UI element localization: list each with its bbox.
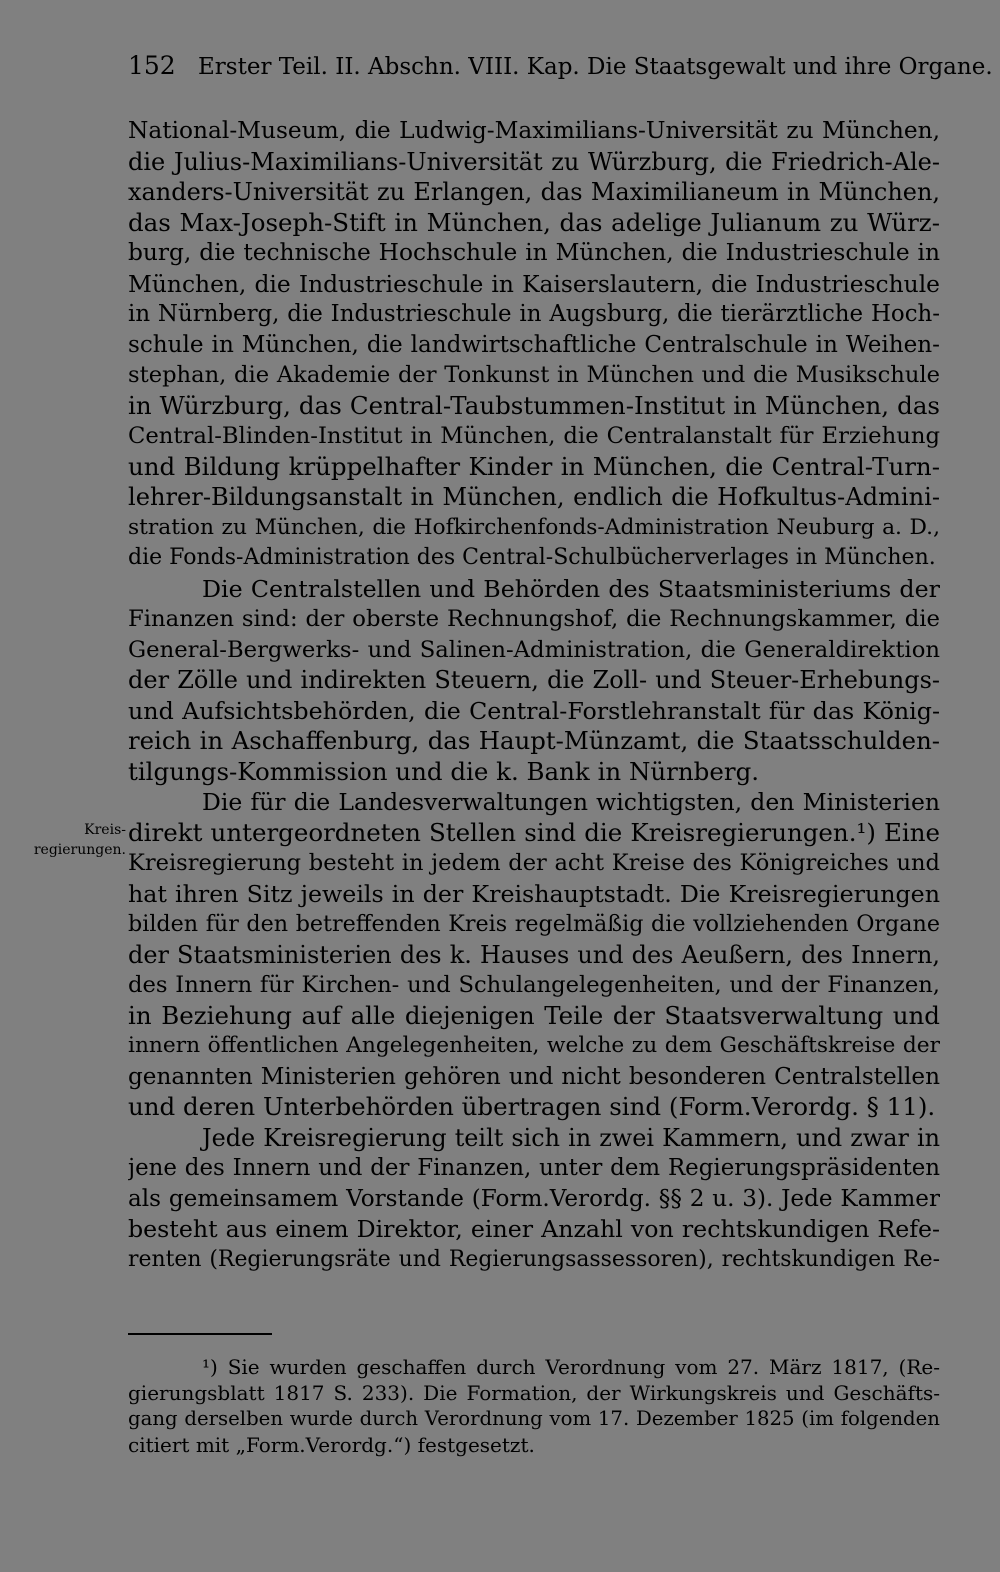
text-line: jene des Innern und der Finanzen, unter dem Regierungspräsidenten — [128, 1155, 940, 1181]
page-number: 152 — [128, 51, 176, 80]
text-line: der Staatsministerien des k. Hauses und des Aeußern, des Innern, — [128, 940, 940, 969]
footnote-line: citiert mit „Form.Verordg.“) festgesetzt. — [128, 1433, 535, 1457]
margin-note — [14, 820, 126, 860]
text-line: schule in München, die landwirtschaftliche Centralschule in Weihen- — [128, 331, 940, 358]
text-line: in Würzburg, das Central-Taubstummen-Institut in München, das — [128, 390, 940, 420]
text-line: burg, die technische Hochschule in München, die Industrieschule in — [128, 239, 940, 266]
text-line: und deren Unterbehörden übertragen sind (Form.Verordg. § 11). — [128, 1092, 936, 1121]
paragraph-3 — [128, 787, 940, 1123]
text-line: in Beziehung auf alle diejenigen Teile der Staatsverwaltung und — [128, 1000, 940, 1030]
text-line: stration zu München, die Hofkirchenfonds-Administration Neuburg a. D., — [128, 514, 940, 540]
body-text — [128, 116, 940, 1275]
text-line: hat ihren Sitz jeweils in der Kreishauptstadt. Die Kreisregierungen — [128, 879, 940, 908]
footnote-line: gang derselben wurde durch Verordnung vom 17. Dezember 1825 (im folgenden — [128, 1407, 940, 1430]
footnote-line: gierungsblatt 1817 S. 233). Die Formation, der Wirkungskreis und Geschäfts- — [128, 1381, 940, 1405]
margin-note-line: regierungen. — [33, 842, 126, 858]
text-line: Die für die Landesverwaltungen wichtigsten, den Ministerien — [202, 788, 940, 816]
text-line: stephan, die Akademie der Tonkunst in München und die Musikschule — [128, 362, 940, 388]
text-line: die Julius-Maximilians-Universität zu Würzburg, die Friedrich-Ale- — [128, 147, 940, 176]
text-line: reich in Aschaffenburg, das Haupt-Münzamt, die Staatsschulden- — [128, 726, 940, 755]
text-line: xanders-Universität zu Erlangen, das Maximilianeum in München, — [128, 178, 940, 206]
text-line: Finanzen sind: der oberste Rechnungshof, die Rechnungskammer, die — [128, 606, 940, 632]
text-line: die Fonds-Administration des Central-Schulbücherverlages in München. — [128, 545, 936, 570]
text-line: genannten Ministerien gehören und nicht besonderen Centralstellen — [128, 1063, 940, 1090]
text-line: renten (Regierungsräte und Regierungsassessoren), rechtskundigen Re- — [128, 1246, 940, 1272]
paragraph-1 — [128, 116, 940, 574]
footnote — [128, 1354, 940, 1458]
text-line: Central-Blinden-Institut in München, die Centralanstalt für Erziehung — [128, 423, 940, 449]
text-line: in Nürnberg, die Industrieschule in Augsburg, die tierärztliche Hoch- — [128, 301, 940, 327]
running-title: Erster Teil. II. Abschn. VIII. Kap. Die Staatsgewalt und ihre Organe. — [198, 54, 993, 80]
running-head — [128, 48, 993, 85]
footnote-line: ¹) Sie wurden geschaffen durch Verordnung vom 27. März 1817, (Re- — [202, 1355, 940, 1379]
text-line: bilden für den betreffenden Kreis regelmäßig die vollziehenden Organe — [128, 911, 940, 937]
text-line: tilgungs-Kommission und die k. Bank in Nürnberg. — [128, 756, 760, 786]
paragraph-2 — [128, 574, 940, 788]
text-line: Jede Kreisregierung teilt sich in zwei Kammern, und zwar in — [202, 1123, 940, 1152]
text-line: und Bildung krüppelhafter Kinder in München, die Central-Turn- — [128, 451, 940, 481]
text-line: München, die Industrieschule in Kaiserslautern, die Industrieschule — [128, 269, 940, 298]
text-line: und Aufsichtsbehörden, die Central-Forstlehranstalt für das König- — [128, 696, 940, 725]
footnote-rule — [128, 1333, 272, 1335]
text-line: Die Centralstellen und Behörden des Staatsministeriums der — [202, 574, 940, 603]
text-line: besteht aus einem Direktor, einer Anzahl von rechtskundigen Refe- — [128, 1215, 940, 1243]
margin-note-line: Kreis- — [84, 822, 126, 838]
paragraph-4 — [128, 1123, 940, 1276]
text-line: der Zölle und indirekten Steuern, die Zoll- und Steuer-Erhebungs- — [128, 666, 940, 694]
text-line: direkt untergeordneten Stellen sind die Kreisregierungen.¹) Eine — [128, 817, 940, 847]
text-line: Kreisregierung besteht in jedem der acht Kreise des Königreiches und — [128, 850, 940, 876]
text-line: lehrer-Bildungsanstalt in München, endlich die Hofkultus-Admini- — [128, 483, 940, 511]
text-line: des Innern für Kirchen- und Schulangelegenheiten, und der Finanzen, — [128, 972, 940, 998]
text-line: National-Museum, die Ludwig-Maximilians-Universität zu München, — [128, 117, 940, 144]
text-line: als gemeinsamem Vorstande (Form.Verordg. §§ 2 u. 3). Jede Kammer — [128, 1185, 940, 1212]
text-line: das Max-Joseph-Stift in München, das adelige Julianum zu Würz- — [128, 207, 940, 237]
text-line: innern öffentlichen Angelegenheiten, welche zu dem Geschäftskreise der — [128, 1033, 940, 1058]
text-line: General-Bergwerks- und Salinen-Administration, die Generaldirektion — [128, 636, 940, 663]
